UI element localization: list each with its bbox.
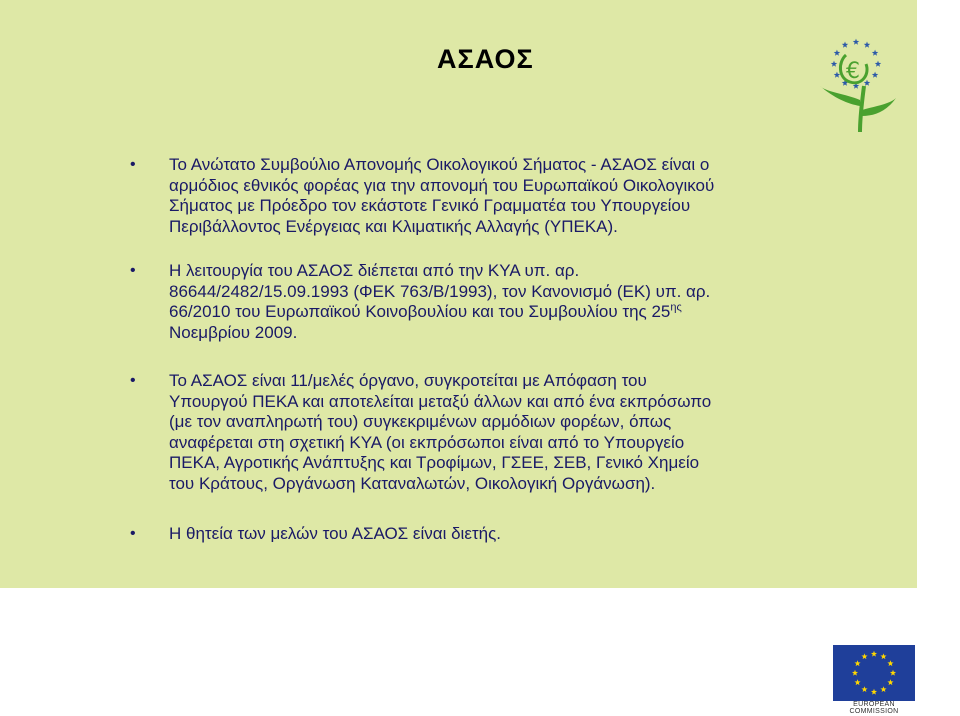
ecolabel-star (834, 72, 840, 78)
bullet-2-line-4: Νοεμβρίου 2009. (169, 322, 298, 342)
bullet-item-4 (130, 524, 790, 545)
bullet-2-line-3 (169, 302, 790, 323)
ecolabel-star (872, 50, 878, 56)
ecolabel-star (872, 72, 878, 78)
ecolabel-star (853, 39, 859, 45)
bullet-2-superscript: ης (670, 301, 682, 314)
ecolabel-star (864, 42, 870, 48)
ecolabel-star (864, 80, 870, 86)
bullet-3-line-6: του Κράτους, Οργάνωση Καταναλωτών, Οικολογική Οργάνωση). (169, 473, 656, 493)
bullet-1-line-4: Περιβάλλοντος Ενέργειας και Κλιματικής Αλλαγής (ΥΠΕΚΑ). (169, 216, 618, 236)
bullet-1-line-3: Σήματος με Πρόεδρο τον εκάστοτε Γενικό Γραμματέα του Υπουργείου (169, 196, 691, 215)
bullet-item-3 (130, 371, 790, 494)
bullet-item-1 (130, 155, 790, 237)
eu-flag-icon (833, 645, 915, 705)
bullet-2-line-3-text: 66/2010 του Ευρωπαϊκού Κοινοβουλίου και του Συμβουλίου της 25 (169, 302, 671, 321)
eu-commission-caption: EUROPEAN COMMISSION (849, 701, 899, 715)
bullet-3-line-2: Υπουργού ΠΕΚΑ και αποτελείται μεταξύ άλλων και από ένα εκπρόσωπο (169, 391, 712, 411)
ecolabel-letter: € (846, 59, 860, 84)
eu-ecolabel-flower-icon (816, 30, 900, 134)
slide-title: ΑΣΑΟΣ (437, 44, 534, 74)
bullet-3-line-5: ΠΕΚΑ, Αγροτικής Ανάπτυξης και Τροφίμων, ΓΣΕΕ, ΣΕΒ, Γενικό Χημείο (169, 453, 700, 472)
bullet-4-line-1: • Η θητεία των μελών του ΑΣΑΟΣ είναι διετής. (169, 524, 501, 543)
bullet-3-line-4: αναφέρεται στη σχετική ΚΥΑ (οι εκπρόσωποι είναι από το Υπουργείο (169, 432, 685, 452)
ecolabel-star (875, 61, 881, 67)
bullet-item-2 (130, 261, 790, 343)
bullet-2-line-1: • Η λειτουργία του ΑΣΑΟΣ διέπεται από την ΚΥΑ υπ. αρ. (169, 261, 580, 280)
bullet-1-line-2: αρμόδιος εθνικός φορέας για την απονομή του Ευρωπαϊκού Οικολογικού (169, 175, 715, 195)
bullet-3-line-3: (με τον αναπληρωτή του) συγκεκριμένων αρμόδιων φορέων, όπως (169, 412, 672, 431)
bullet-3-line-1: • Το ΑΣΑΟΣ είναι 11/μελές όργανο, συγκροτείται με Απόφαση του (169, 371, 647, 390)
ecolabel-star (834, 50, 840, 56)
bullet-list (130, 155, 790, 545)
ecolabel-star (842, 42, 848, 48)
bullet-1-line-1: • Το Ανώτατο Συμβούλιο Απονομής Οικολογικού Σήματος - ΑΣΑΟΣ είναι ο (169, 155, 710, 174)
ecolabel-star (831, 61, 837, 67)
bullet-2-line-2: 86644/2482/15.09.1993 (ΦΕΚ 763/Β/1993), τον Κανονισμό (ΕΚ) υπ. αρ. (169, 281, 711, 301)
